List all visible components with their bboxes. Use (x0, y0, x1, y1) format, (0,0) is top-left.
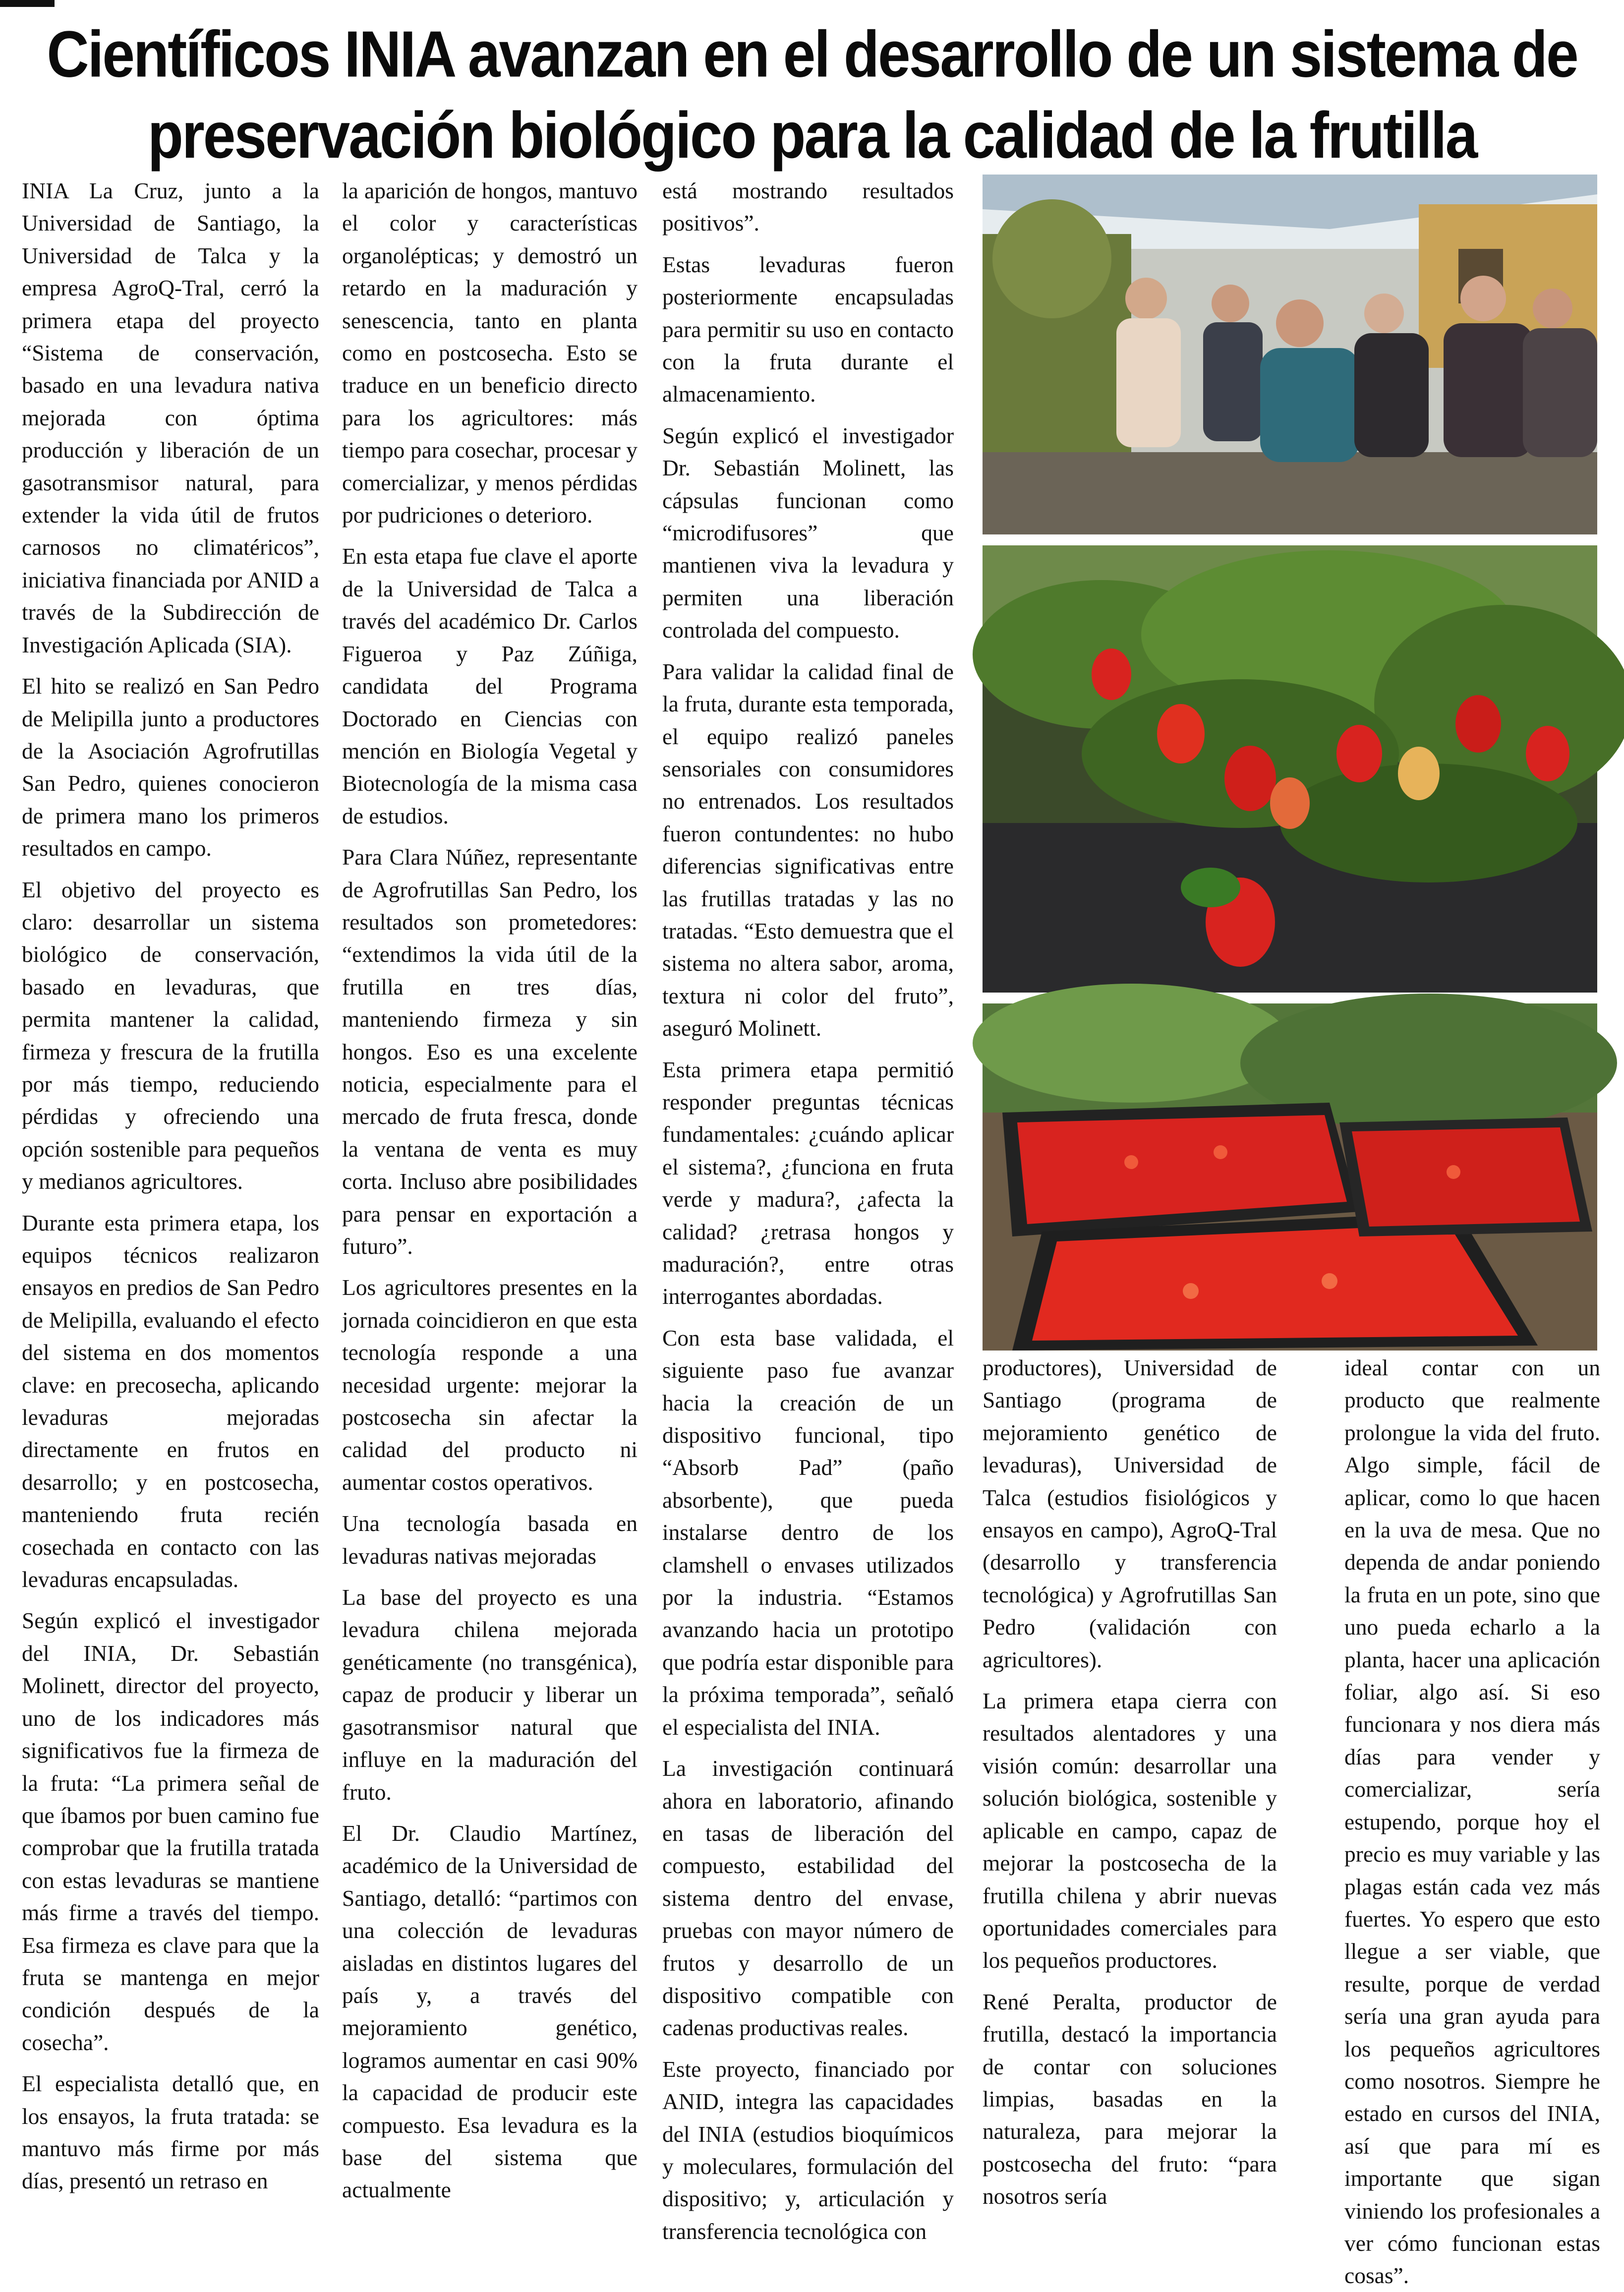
strawberry-plants-illustration (983, 545, 1597, 993)
paragraph: INIA La Cruz, junto a la Universidad de Santiago, la Universidad de Talca y la empresa AgroQ-Tral, cerró la primera etapa del proyecto “Sistema de conservación, basado en una levadura nativa mejorada con óptima producción y liberación de un gasotransmisor natural, para extender la vida útil de frutos carnosos no climatéricos”, iniciativa financiada por ANID a través de la Subdirección de Investigación Aplicada (SIA). (22, 178, 319, 657)
paragraph: La base del proyecto es una levadura chilena mejorada genéticamente (no transgénica), capaz de producir y liberar un gasotransmisor natural que influye en la maduración del fruto. (342, 1585, 638, 1805)
paragraph: ideal contar con un producto que realmente prolongue la vida del fruto. Algo simple, fácil de aplicar, como lo que hacen en la uva de mesa. Que no dependa de andar poniendo la fruta en un pote, sino que uno pueda echarlo a la planta, hacer una aplicación foliar, algo así. Si eso funcionara y nos diera más días para vender y comercializar, sería estupendo, porque hoy el precio es muy variable y las plagas están cada vez más fuertes. Yo espero que esto llegue a ser viable, que resulte, porque de verdad sería una gran ayuda para los pequeños agricultores como nosotros. Siempre he estado en cursos del INIA, así que para mí es importante que sigan viniendo los profesionales a ver cómo funcionan estas cosas”. (1344, 1355, 1600, 2289)
paragraph: Según explicó el investigador Dr. Sebastián Molinett, las cápsulas funcionan como “microdifusores” que mantienen viva la levadura y permiten una liberación controlada del compuesto. (662, 422, 954, 643)
paragraph: Durante esta primera etapa, los equipos técnicos realizaron ensayos en predios de San Pedro de Melipilla, evaluando el efecto del sistema en dos momentos clave: en precosecha, aplicando levaduras mejoradas directamente en frutos en desarrollo; y en postcosecha, manteniendo fruta recién cosechada en contacto con las levaduras encapsuladas. (22, 1210, 319, 1592)
article-column-5 (1344, 1352, 1600, 2289)
paragraph: El hito se realizó en San Pedro de Melipilla junto a productores de la Asociación Agrofrutillas San Pedro, quienes conocieron de primera mano los primeros resultados en campo. (22, 673, 319, 861)
article-column-1 (22, 175, 319, 2194)
paragraph: La investigación continuará ahora en laboratorio, afinando en tasas de liberación del compuesto, estabilidad del sistema dentro del envase, pruebas con mayor número de frutos y desarrollo de un dispositivo compatible con cadenas productivas reales. (662, 1756, 954, 2041)
paragraph: Los agricultores presentes en la jornada coincidieron en que esta tecnología responde a una necesidad urgente: mejorar la postcosecha sin afectar la calidad del producto ni aumentar costos operativos. (342, 1275, 638, 1495)
paragraph: productores), Universidad de Santiago (programa de mejoramiento genético de levaduras), Universidad de Talca (estudios fisiológicos y ensayos en campo), AgroQ-Tral (desarrollo y transferencia tecnológica) y Agrofrutillas San Pedro (validación con agricultores). (983, 1355, 1277, 1672)
photo-strawberry-plants (983, 545, 1597, 993)
paragraph: Estas levaduras fueron posteriormente encapsuladas para permitir su uso en contacto con la fruta durante el almacenamiento. (662, 251, 954, 407)
paragraph: La primera etapa cierra con resultados alentadores y una visión común: desarrollar una solución biológica, sostenible y aplicable en campo, capaz de mejorar la postcosecha de la frutilla chilena y abrir nuevas oportunidades comerciales para los pequeños productores. (983, 1688, 1277, 1973)
paragraph: Este proyecto, financiado por ANID, integra las capacidades del INIA (estudios bioquímicos y moleculares, formulación del dispositivo; y, articulación y transferencia tecnológica con (662, 2056, 954, 2244)
article-column-4 (983, 1352, 1277, 2209)
paragraph: En esta etapa fue clave el aporte de la Universidad de Talca a través del académico Dr. Carlos Figueroa y Paz Zúñiga, candidata del Programa Doctorado en Ciencias con mención en Biología Vegetal y Biotecnología de la misma casa de estudios. (342, 543, 638, 828)
headline-line-2: preservación biológico para la calidad de la frutilla (147, 99, 1477, 173)
article-column-2 (342, 175, 638, 2203)
headline (10, 14, 1614, 176)
photo-field-meeting (983, 175, 1597, 534)
paragraph: Con esta base validada, el siguiente paso fue avanzar hacia la creación de un dispositivo funcional, tipo “Absorb Pad” (paño absorbente), que pueda instalarse dentro de los clamshell o envases utilizados por la industria. “Estamos avanzando hacia un prototipo que podría estar disponible para la próxima temporada”, señaló el especialista del INIA. (662, 1325, 954, 1740)
paragraph: El Dr. Claudio Martínez, académico de la Universidad de Santiago, detalló: “partimos con una colección de levaduras aisladas en distintos lugares del país y, a través del mejoramiento genético, logramos aumentar en casi 90% la capacidad de producir este compuesto. Esa levadura es la base del sistema que actualmente (342, 1820, 638, 2203)
paragraph: está mostrando resultados positivos”. (662, 178, 954, 236)
paragraph: la aparición de hongos, mantuvo el color y características organolépticas; y demostró un retardo en la maduración y senescencia, tanto en planta como en postcosecha. Esto se traduce en un beneficio directo para los agricultores: más tiempo para cosechar, procesar y comercializar, y menos pérdidas por pudriciones o deterioro. (342, 178, 638, 528)
article-column-3 (662, 175, 954, 2244)
headline-line-1: Científicos INIA avanzan en el desarrollo de un sistema de (47, 17, 1577, 91)
photo-strawberry-crates (983, 1003, 1597, 1351)
paragraph: El objetivo del proyecto es claro: desarrollar un sistema biológico de conservación, basado en levaduras, que permita mantener la calidad, firmeza y frescura de la frutilla por más tiempo, reduciendo pérdidas y ofreciendo una opción sostenible para pequeños y medianos agricultores. (22, 877, 319, 1194)
paragraph: Para validar la calidad final de la fruta, durante esta temporada, el equipo realizó paneles sensoriales con consumidores no entrenados. Los resultados fueron contundentes: no hubo diferencias significativas entre las frutillas tratadas y las no tratadas. “Esto demuestra que el sistema no altera sabor, aroma, textura ni color del fruto”, aseguró Molinett. (662, 658, 954, 1041)
paragraph: Según explicó el investigador del INIA, Dr. Sebastián Molinett, director del proyecto, uno de los indicadores más significativos fue la firmeza de la fruta: “La primera señal de que íbamos por buen camino fue comprobar que la frutilla tratada con estas levaduras se mantiene más firme a través del tiempo. Esa firmeza es clave para que la fruta se mantenga en mejor condición después de la cosecha”. (22, 1608, 319, 2055)
paragraph: René Peralta, productor de frutilla, destacó la importancia de contar con soluciones limpias, basadas en la naturaleza, para mejorar la postcosecha del fruto: “para nosotros sería (983, 1989, 1277, 2209)
paragraph: Esta primera etapa permitió responder preguntas técnicas fundamentales: ¿cuándo aplicar el sistema?, ¿funciona en fruta verde y madura?, ¿afecta la calidad? ¿retrasa hongos y maduración?, entre otras interrogantes abordadas. (662, 1057, 954, 1309)
strawberry-crates-illustration (983, 1003, 1597, 1351)
paragraph: Para Clara Núñez, representante de Agrofrutillas San Pedro, los resultados son prometedores: “extendimos la vida útil de la frutilla en tres días, manteniendo firmeza y sin hongos. Eso es una excelente noticia, especialmente para el mercado de fruta fresca, donde la ventana de venta es muy corta. Incluso abre posibilidades para pensar en exportación a futuro”. (342, 844, 638, 1259)
section-subhead: Una tecnología basada en levaduras nativas mejoradas (342, 1511, 638, 1569)
top-rule (0, 0, 55, 7)
field-meeting-illustration (983, 175, 1597, 534)
paragraph: El especialista detalló que, en los ensayos, la fruta tratada: se mantuvo más firme por más días, presentó un retraso en (22, 2071, 319, 2194)
